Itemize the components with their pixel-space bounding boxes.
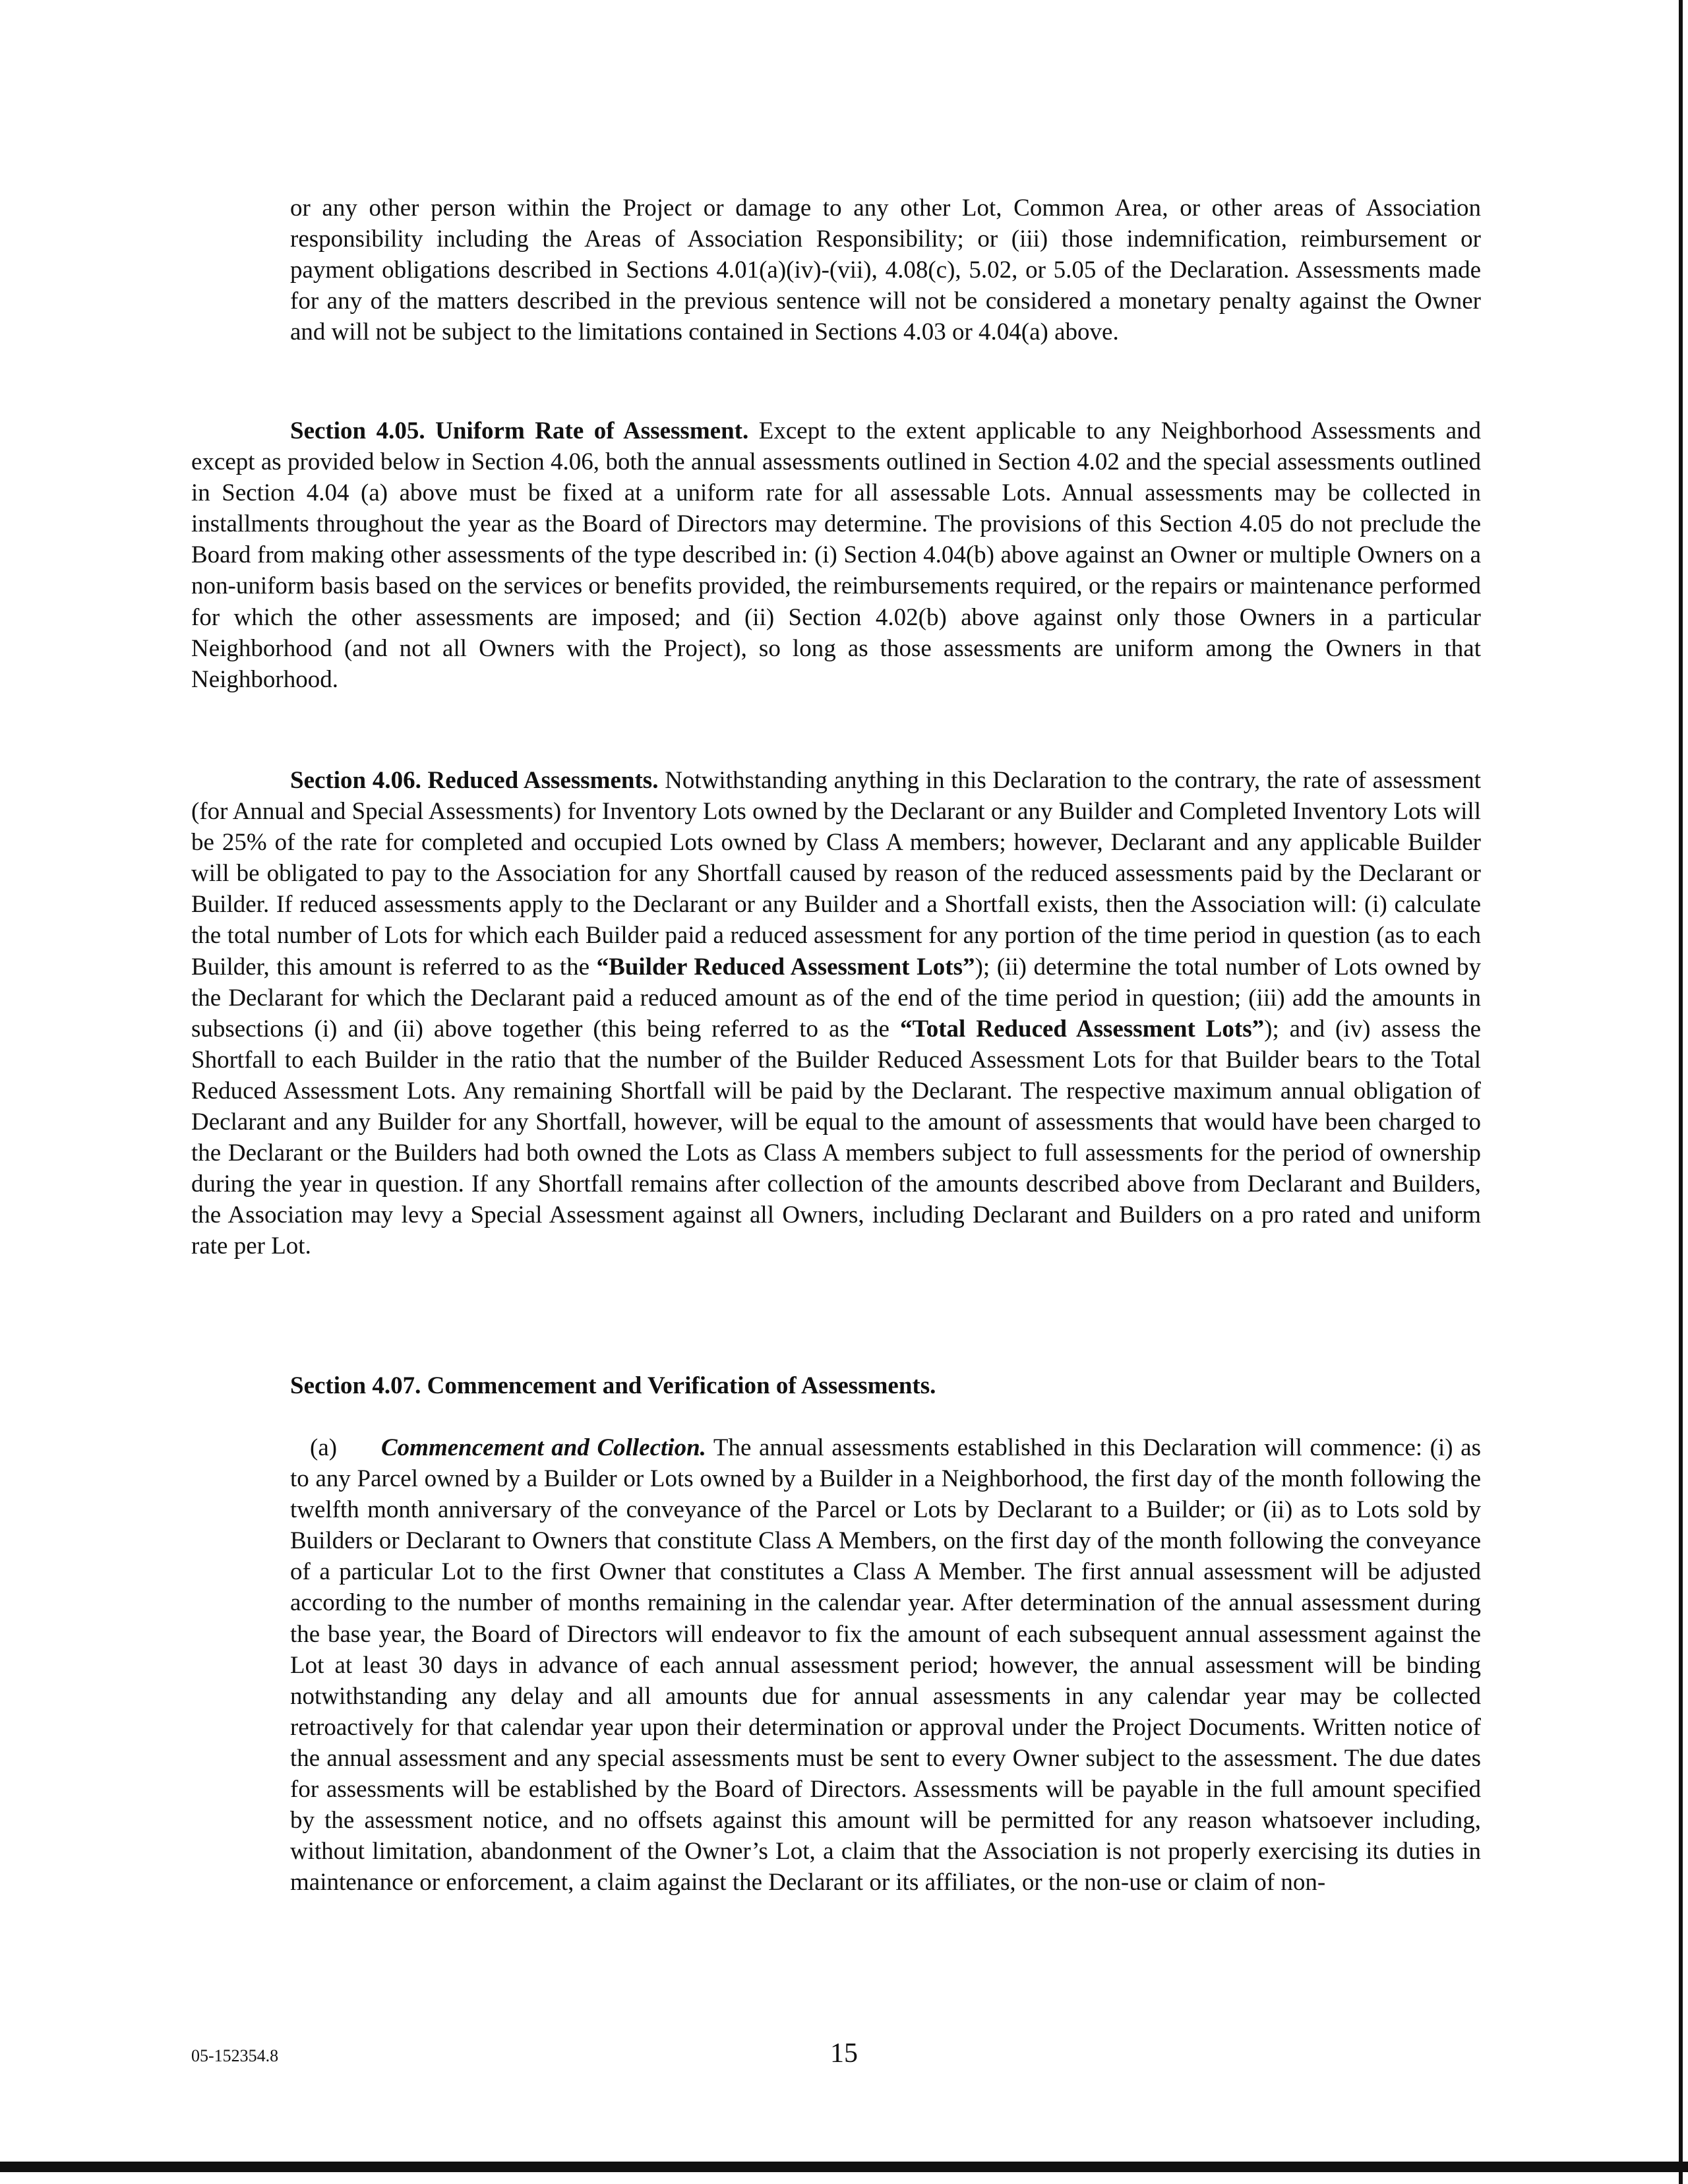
section-4-07-a-paragraph <box>290 1432 1481 1898</box>
subsection-a-body: The annual assessments established in this Declaration will commence: (i) as to any Parcel owned by a Builder or Lots owned by a Builder in a Neighborhood, the first day of the month following the twelfth month anniversary of the conveyance of the Parcel or Lots by Declarant to a Builder; or (ii) as to Lots sold by Builders or Declarant to Owners that constitute Class A Members, on the first day of the month following the conveyance of a particular Lot to the first Owner that constitutes a Class A Member. The first annual assessment will be adjusted according to the number of months remaining in the calendar year. After determination of the annual assessment during the base year, the Board of Directors will endeavor to fix the amount of each subsequent annual assessment against the Lot at least 30 days in advance of each annual assessment period; however, the annual assessment will be binding notwithstanding any delay and all amounts due for annual assessments in any calendar year may be collected retroactively for that calendar year upon their determination or approval under the Project Documents. Written notice of the annual assessment and any special assessments must be sent to every Owner subject to the assessment. The due dates for assessments will be established by the Board of Directors. Assessments will be payable in the full amount specified by the assessment notice, and no offsets against this amount will be permitted for any reason whatsoever including, without limitation, abandonment of the Owner’s Lot, a claim that the Association is not properly exercising its duties in maintenance or enforcement, a claim against the Declarant or its affiliates, or the non-use or claim of non- <box>290 1434 1481 1896</box>
subsection-a-title: Commencement and Collection. <box>381 1434 706 1461</box>
continuation-paragraph: or any other person within the Project or damage to any other Lot, Common Area, or other areas of Association responsibility including the Areas of Association Responsibility; or (iii) those indemnification, reimbursement or payment obligations described in Sections 4.01(a)(iv)-(vii), 4.08(c), 5.02, or 5.05 of the Declaration. Assessments made for any of the matters described in the previous sentence will not be considered a monetary penalty against the Owner and will not be subject to the limitations contained in Sections 4.03 or 4.04(a) above. <box>290 195 1481 346</box>
section-4-06-heading: Section 4.06. Reduced Assessments. <box>290 767 659 794</box>
section-4-06-body-part1: Notwithstanding anything in this Declaration to the contrary, the rate of assessment (for Annual and Special Assessments) for Inventory Lots owned by the Declarant or any Builder and Completed Inventory Lots will be 25% of the rate for completed and occupied Lots owned by Class A members; however, Declarant and any applicable Builder will be obligated to pay to the Association for any Shortfall caused by reason of the reduced assessments paid by the Declarant or Builder. If reduced assessments apply to the Declarant or any Builder and a Shortfall exists, then the Association will: (i) calculate the total number of Lots for which each Builder paid a reduced assessment for any portion of the time period in question (as to each Builder, this amount is referred to as the <box>191 767 1481 981</box>
section-4-06-body-part2: ); (ii) determine the total number of Lots owned by the Declarant for which the Declarant paid a reduced amount as of the end of the time period in question; (iii) add the amounts in subsections (i) and (ii) above together (this being referred to as the <box>191 953 1481 1043</box>
section-4-06-paragraph <box>191 765 1481 1262</box>
section-4-06-body-part3: ); and (iv) assess the Shortfall to each Builder in the ratio that the number of the Builder Reduced Assessment Lots for that Builder bears to the Total Reduced Assessment Lots. Any remaining Shortfall will be paid by the Declarant. The respective maximum annual obligation of Declarant and any Builder for any Shortfall, however, will be equal to the amount of assessments that would have been charged to the Declarant or the Builders had both owned the Lots as Class A members subject to full assessments for the period of ownership during the year in question. If any Shortfall remains after collection of the amounts described above from Declarant and Builders, the Association may levy a Special Assessment against all Owners, including Declarant and Builders on a pro rated and uniform rate per Lot. <box>191 1015 1482 1260</box>
defined-term-builder-reduced-assessment-lots: “Builder Reduced Assessment Lots” <box>596 953 975 981</box>
page-number: 15 <box>830 2038 858 2069</box>
subsection-a-label: (a) <box>310 1434 338 1461</box>
defined-term-total-reduced-assessment-lots: “Total Reduced Assessment Lots” <box>899 1015 1265 1043</box>
section-4-07-heading: Section 4.07. Commencement and Verification of Assessments. <box>290 1372 936 1399</box>
section-4-05-heading: Section 4.05. Uniform Rate of Assessment. <box>290 417 749 444</box>
footer-document-id: 05-152354.8 <box>191 2046 279 2065</box>
scan-edge-right <box>1679 0 1683 2184</box>
scan-edge-bottom <box>0 2162 1688 2172</box>
section-4-05-body: Except to the extent applicable to any Neighborhood Assessments and except as provided below in Section 4.06, both the annual assessments outlined in Section 4.02 and the special assessments outlined in Section 4.04 (a) above must be fixed at a uniform rate for all assessable Lots. Annual assessments may be collected in installments throughout the year as the Board of Directors may determine. The provisions of this Section 4.05 do not preclude the Board from making other assessments of the type described in: (i) Section 4.04(b) above against an Owner or multiple Owners on a non-uniform basis based on the services or benefits provided, the reimbursements required, or the repairs or maintenance performed for which the other assessments are imposed; and (ii) Section 4.02(b) above against only those Owners in a particular Neighborhood (and not all Owners with the Project), so long as those assessments are uniform among the Owners in that Neighborhood. <box>191 417 1482 693</box>
section-4-05-paragraph <box>191 415 1481 695</box>
